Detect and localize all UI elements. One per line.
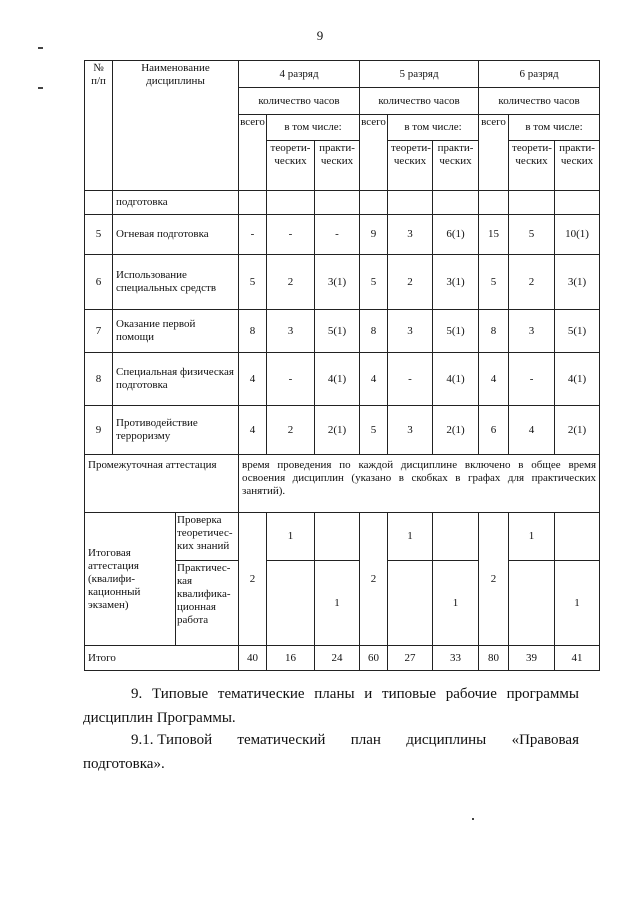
total-header: всего (360, 115, 388, 191)
cell: 5 (360, 255, 388, 310)
cell: 2 (388, 255, 433, 310)
heading-word: план (350, 732, 381, 748)
cell: 41 (555, 646, 600, 671)
total-row (85, 646, 600, 671)
final-theory-6: 1 (509, 513, 555, 561)
final-practice-5: 1 (433, 561, 479, 646)
practice-header: практи-ческих (433, 141, 479, 191)
heading-word: 9.1. Типовой (131, 732, 213, 748)
cell: 5 (479, 255, 509, 310)
heading-last-line: подготовка». (83, 756, 165, 772)
theory-header: теорети-ческих (388, 141, 433, 191)
cell: 39 (509, 646, 555, 671)
incl-header: в том числе: (509, 115, 600, 141)
discipline-name: Противодействие терроризму (113, 406, 239, 455)
margin-mark (472, 818, 474, 820)
cell: 40 (239, 646, 267, 671)
cell: 8 (479, 310, 509, 353)
row-num: 7 (85, 310, 113, 353)
cell: 4(1) (315, 353, 360, 406)
discipline-name: Использование специальных средств (113, 255, 239, 310)
itogo-label: Итого (85, 646, 239, 671)
cell: 8 (239, 310, 267, 353)
cell: 3 (267, 310, 315, 353)
final-total-4: 2 (239, 513, 267, 646)
cell: 3(1) (555, 255, 600, 310)
table-row (85, 215, 600, 255)
intermediate-attestation-text: время проведения по каждой дисциплине включено в общее время освоения дисциплин (указано в скобках в графах для практических занятий). (239, 455, 600, 513)
cell: 4(1) (555, 353, 600, 406)
cell: 60 (360, 646, 388, 671)
final-attestation-label: Итоговая аттестация (квалифи-кационный экзамен) (85, 513, 176, 646)
hours-header: количество часов (479, 88, 600, 115)
header-num: № п/п (85, 61, 113, 191)
cell: 2(1) (315, 406, 360, 455)
cell: 80 (479, 646, 509, 671)
theory-check-label: Проверка теоретичес-ких знаний (176, 513, 239, 561)
cell: 15 (479, 215, 509, 255)
incl-header: в том числе: (388, 115, 479, 141)
row-num: 9 (85, 406, 113, 455)
practice-header: практи-ческих (555, 141, 600, 191)
final-total-5: 2 (360, 513, 388, 646)
cell: 5 (509, 215, 555, 255)
total-header: всего (479, 115, 509, 191)
table-row (85, 310, 600, 353)
margin-mark (38, 87, 43, 89)
cell: - (267, 353, 315, 406)
cell: 4 (239, 353, 267, 406)
cell: 5(1) (555, 310, 600, 353)
cell: - (388, 353, 433, 406)
cell: 5(1) (433, 310, 479, 353)
final-total-6: 2 (479, 513, 509, 646)
final-theory-5: 1 (388, 513, 433, 561)
discipline-name: Оказание первой помощи (113, 310, 239, 353)
cell: 3(1) (315, 255, 360, 310)
cell: 2 (509, 255, 555, 310)
cell: 4 (509, 406, 555, 455)
table-row (85, 255, 600, 310)
cell: 2(1) (555, 406, 600, 455)
discipline-name: Огневая подготовка (113, 215, 239, 255)
cell: 4(1) (433, 353, 479, 406)
discipline-name: Специальная физическая подготовка (113, 353, 239, 406)
theory-header: теорети-ческих (267, 141, 315, 191)
row-num: 5 (85, 215, 113, 255)
total-header: всего (239, 115, 267, 191)
cell: - (267, 215, 315, 255)
cell: 8 (360, 310, 388, 353)
cell: 2 (267, 255, 315, 310)
hours-header: количество часов (239, 88, 360, 115)
cont-discipline-name: подготовка (113, 191, 239, 215)
row-num: 6 (85, 255, 113, 310)
cell: 2 (267, 406, 315, 455)
cell: 16 (267, 646, 315, 671)
incl-header: в том числе: (267, 115, 360, 141)
cell: 5 (239, 255, 267, 310)
cell: - (315, 215, 360, 255)
cell: 3 (388, 406, 433, 455)
margin-mark (38, 47, 43, 49)
heading-word: тематический (237, 732, 326, 748)
cell: 3 (388, 310, 433, 353)
grade-4-header: 4 разряд (239, 61, 360, 88)
section-9-1-heading (83, 728, 579, 776)
cell: 3(1) (433, 255, 479, 310)
cell: 3 (388, 215, 433, 255)
cell: 6 (479, 406, 509, 455)
cell: 6(1) (433, 215, 479, 255)
hours-header: количество часов (360, 88, 479, 115)
table-row (85, 353, 600, 406)
cell: 3 (509, 310, 555, 353)
grade-6-header: 6 разряд (479, 61, 600, 88)
heading-word: дисциплины (406, 732, 487, 748)
page-number: 9 (316, 28, 324, 43)
grade-5-header: 5 разряд (360, 61, 479, 88)
row-num: 8 (85, 353, 113, 406)
cell: 4 (239, 406, 267, 455)
cell: 10(1) (555, 215, 600, 255)
cell: 2(1) (433, 406, 479, 455)
cell: 5 (360, 406, 388, 455)
disciplines-table (84, 60, 600, 671)
cell: 33 (433, 646, 479, 671)
cont-num (85, 191, 113, 215)
table-row (85, 406, 600, 455)
cell: - (239, 215, 267, 255)
cell: 4 (479, 353, 509, 406)
cell: 24 (315, 646, 360, 671)
final-practice-4: 1 (315, 561, 360, 646)
cell: - (509, 353, 555, 406)
theory-header: теорети-ческих (509, 141, 555, 191)
final-theory-4: 1 (267, 513, 315, 561)
cell: 5(1) (315, 310, 360, 353)
heading-word: «Правовая (511, 732, 579, 748)
cell: 4 (360, 353, 388, 406)
final-practice-6: 1 (555, 561, 600, 646)
section-9-heading: 9. Типовые тематические планы и типовые рабочие программы дисциплин Программы. (83, 686, 579, 726)
practice-header: практи-ческих (315, 141, 360, 191)
intermediate-attestation-label: Промежуточная аттестация (85, 455, 239, 513)
header-discipline: Наименование дисциплины (113, 61, 239, 191)
cell: 9 (360, 215, 388, 255)
cell: 27 (388, 646, 433, 671)
practical-work-label: Практичес-кая квалифика-ционная работа (176, 561, 239, 646)
